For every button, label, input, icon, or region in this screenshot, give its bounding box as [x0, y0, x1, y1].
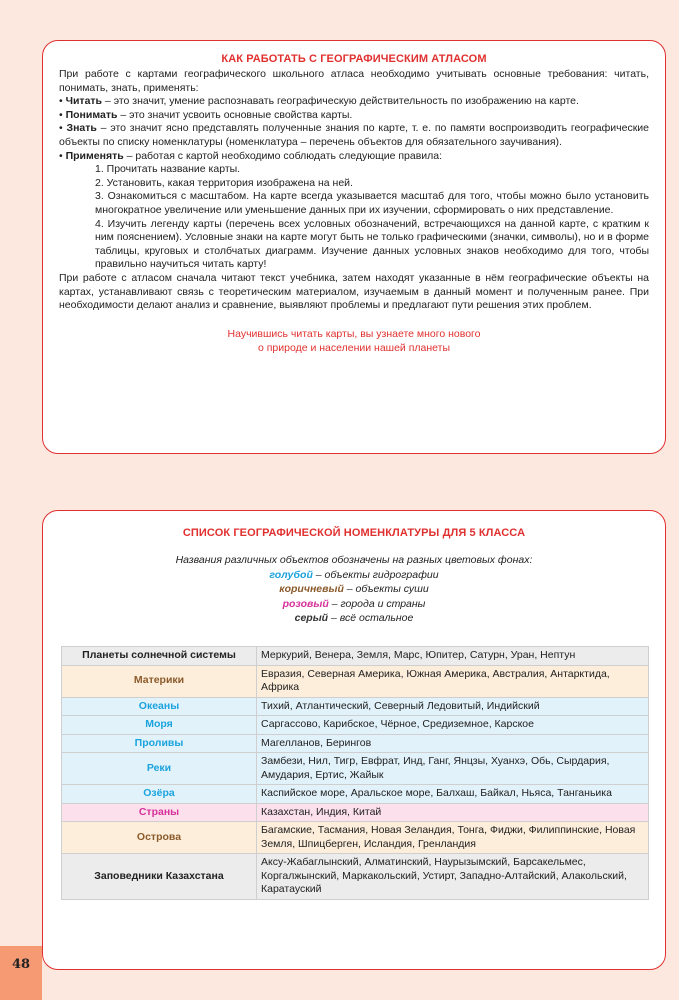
requirement-read: • Читать – это значит, умение распознавать географическую действительность по изображению на карте.: [59, 95, 579, 108]
table-row: Моря Саргассово, Карибское, Чёрное, Средиземное, Карское: [62, 716, 649, 735]
legend-gray: серый – всё остальное: [294, 612, 414, 624]
nomenclature-table: [61, 646, 649, 900]
requirement-apply: • Применять – работая с картой необходимо соблюдать следующие правила:: [59, 149, 443, 162]
table-row: Заповедники Казахстана Аксу-Жабаглынский, Алматинский, Наурызымский, Барсакельмес, Коргалжынский, Маркакольский, Устирт, Западно-Алтайский, Алакольский, Каратауский: [62, 854, 649, 900]
atlas-guide-title: КАК РАБОТАТЬ С ГЕОГРАФИЧЕСКИМ АТЛАСОМ: [221, 53, 487, 65]
atlas-guide-card: [42, 40, 666, 454]
requirement-understand: • Понимать – это значит усвоить основные свойства карты.: [59, 108, 353, 121]
table-row: Материки Евразия, Северная Америка, Южная Америка, Австралия, Антарктида, Африка: [62, 665, 649, 697]
legend-pink: розовый – города и страны: [282, 597, 426, 610]
table-row: Проливы Магелланов, Берингов: [62, 734, 649, 753]
nomenclature-card: [42, 510, 666, 970]
table-row: Острова Багамские, Тасмания, Новая Зеландия, Тонга, Фиджи, Филиппинские, Новая Земля, Шпицберген, Исландия, Гренландия: [62, 822, 649, 854]
table-row: Планеты солнечной системы Меркурий, Венера, Земля, Марс, Юпитер, Сатурн, Уран, Нептун: [62, 647, 649, 666]
outro-paragraph: При работе с атласом сначала читают текст учебника, затем находят указанные в нём географические объекты на картах, устанавливают связь с теоретическим материалом, изучаемым в данный момент и полученным ранее. При необходимости делают анализ и сравнение, выявляют проблемы и предлагают пути решения этих проблем.: [59, 271, 649, 312]
closing-note: Научившись читать карты, вы узнаете много нового о природе и населении нашей планеты: [227, 327, 481, 354]
legend-intro: Названия различных объектов обозначены на разных цветовых фонах:: [175, 554, 533, 566]
rule-item: 3. Ознакомиться с масштабом. На карте всегда указывается масштаб для того, чтобы можно было установить многократное увеличение или уменьшение данных при их изучении, сформировать о них представление.: [95, 190, 649, 216]
requirement-know: • Знать – это значит ясно представлять полученные знания по карте, т. е. по памяти воспроизводить географические объекты по списку номенклатуры (номенклатура – перечень объектов для обязательного заучивания).: [59, 122, 650, 148]
rule-item: 2. Установить, какая территория изображена на ней.: [95, 176, 353, 189]
page-number: 48: [0, 946, 42, 1000]
rule-item: 4. Изучить легенду карты (перечень всех условных обозначений, встречающихся на данной карте, с кратким к ним пояснением). Условные знаки на карте могут быть не только графическими (значки, символы), но и в форме таблицы, круговых и столбчатых диаграмм. Изучение данных условных знаков необходимо для того, чтобы правильно научиться читать карту!: [95, 217, 649, 271]
table-row: Океаны Тихий, Атлантический, Северный Ледовитый, Индийский: [62, 697, 649, 716]
table-row: Реки Замбези, Нил, Тигр, Евфрат, Инд, Ганг, Янцзы, Хуанхэ, Обь, Сырдария, Амудария, Ертис, Жайык: [62, 753, 649, 785]
table-row: Озёра Каспийское море, Аральское море, Балхаш, Байкал, Ньяса, Танганьика: [62, 785, 649, 804]
rules-list: [59, 163, 649, 272]
legend-blue: голубой – объекты гидрографии: [269, 568, 439, 581]
table-row: Страны Казахстан, Индия, Китай: [62, 803, 649, 822]
atlas-guide-body: [59, 68, 649, 313]
rule-item: 1. Прочитать название карты.: [95, 163, 241, 176]
legend-brown: коричневый – объекты суши: [279, 583, 429, 595]
nomenclature-title: СПИСОК ГЕОГРАФИЧЕСКОЙ НОМЕНКЛАТУРЫ ДЛЯ 5 КЛАССА: [182, 527, 526, 539]
intro-paragraph: При работе с картами географического школьного атласа необходимо учитывать основные требования: читать, понимать, знать, применять:: [59, 68, 649, 94]
color-legend: [59, 553, 649, 626]
